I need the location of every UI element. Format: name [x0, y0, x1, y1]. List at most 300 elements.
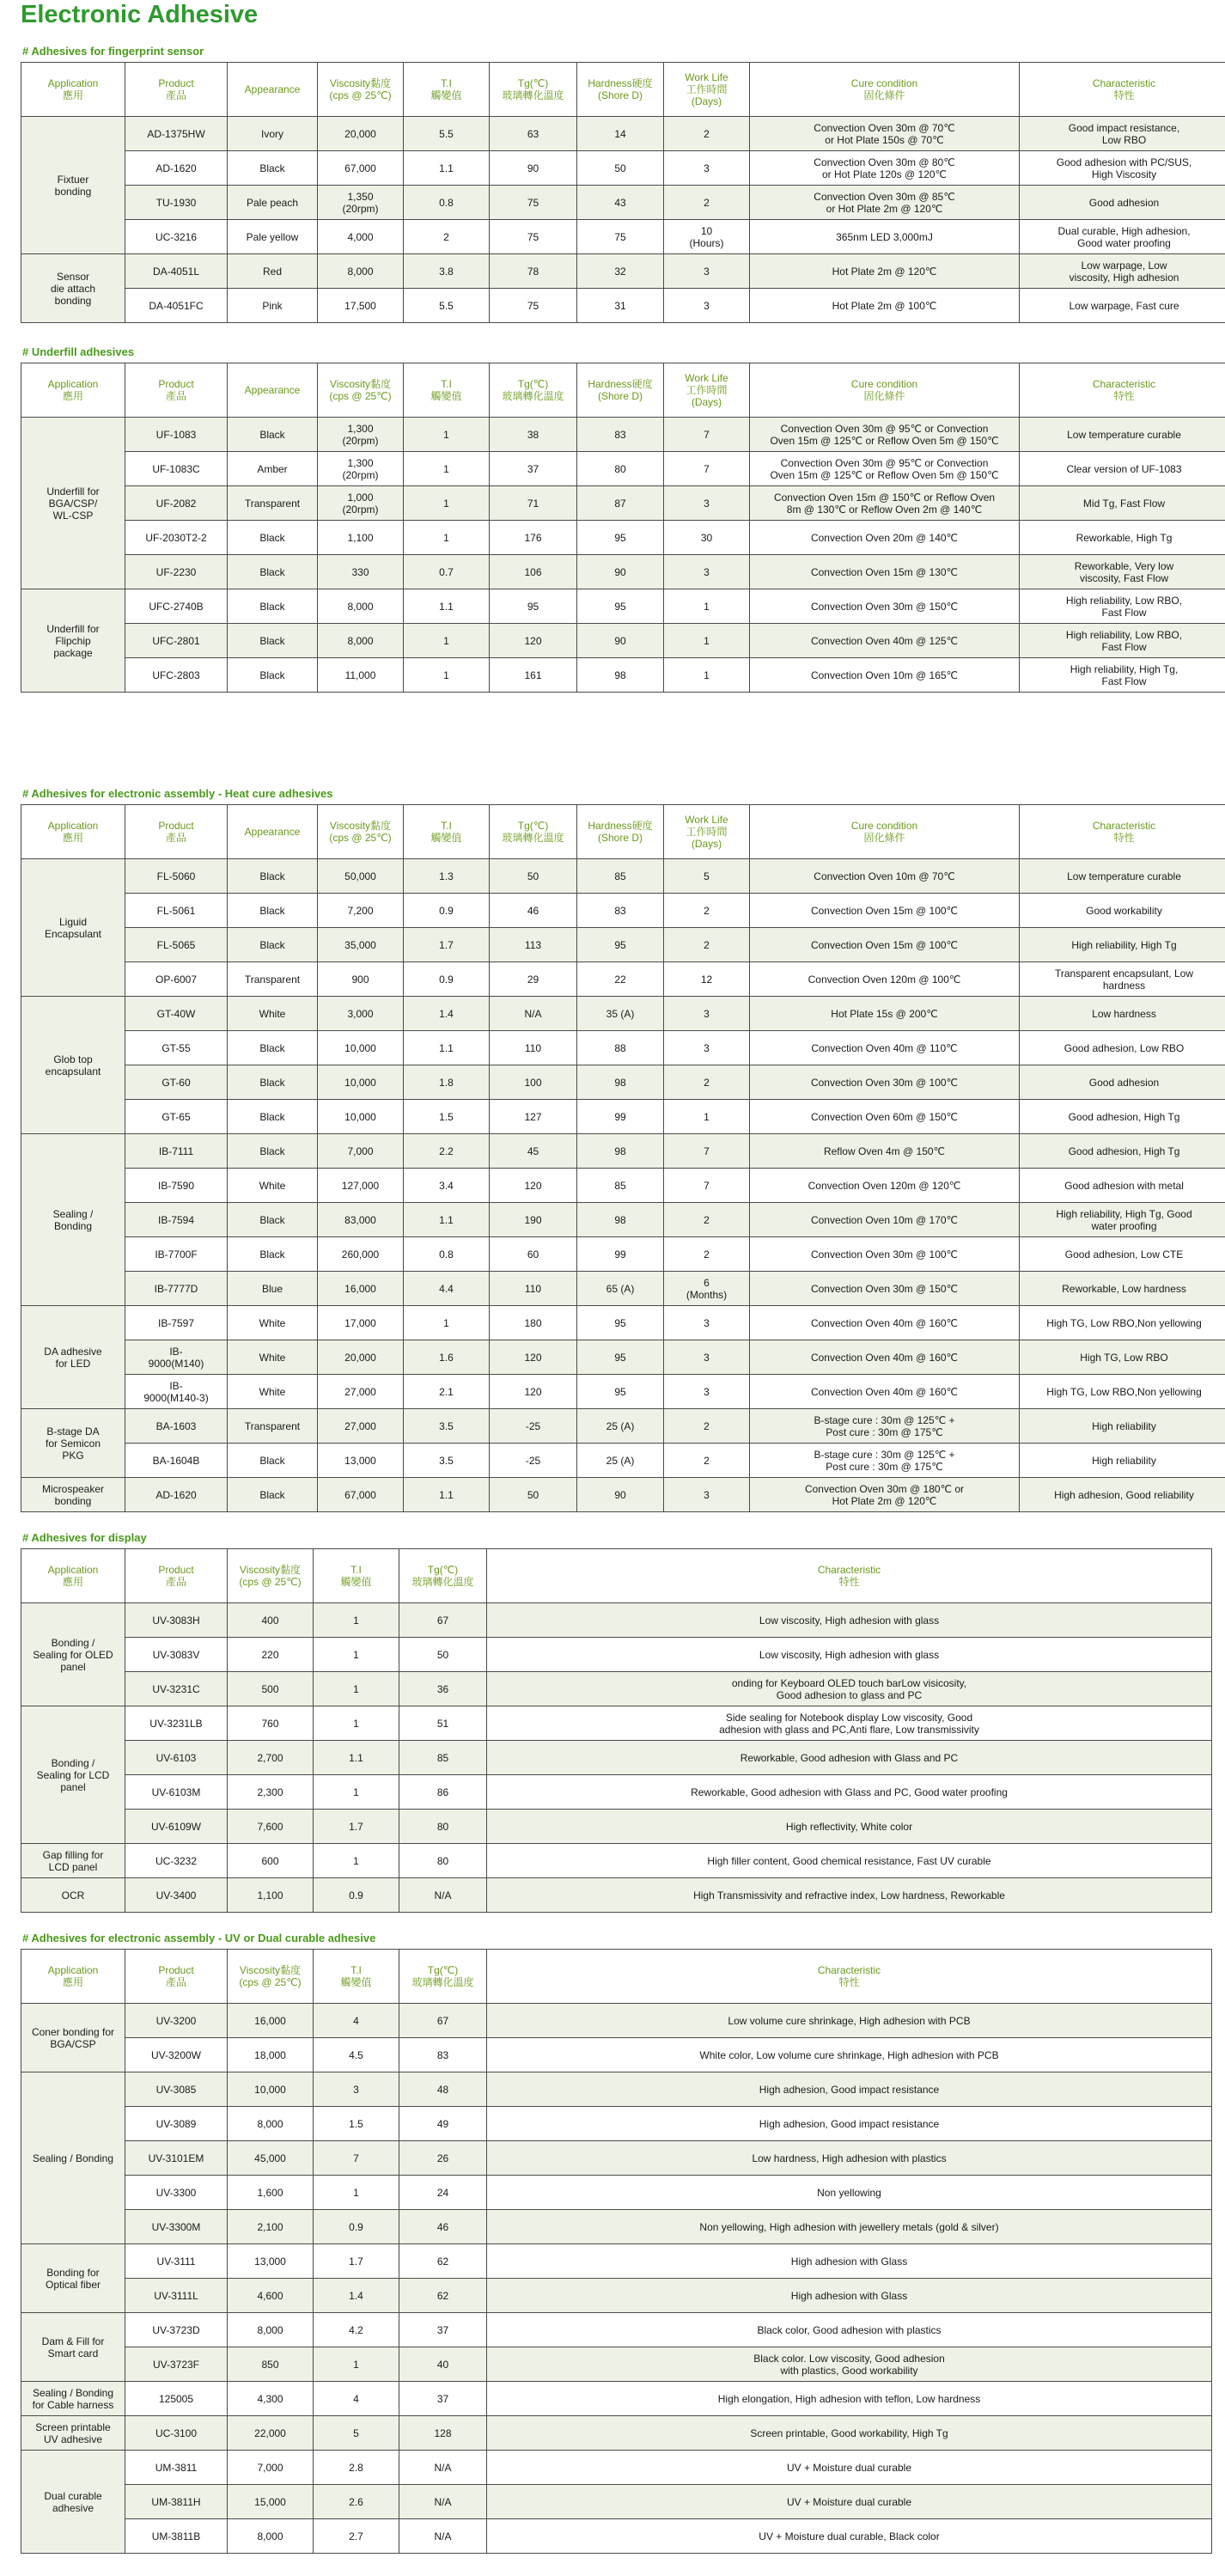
table-cell: Convection Oven 15m @ 130℃: [750, 555, 1020, 589]
table-cell: 127,000: [318, 1169, 404, 1203]
product-cell: UV-3083V: [125, 1638, 228, 1672]
table-cell: Black: [228, 1444, 318, 1478]
table-cell: 500: [228, 1672, 314, 1706]
table-cell: 48: [399, 2072, 487, 2107]
column-header: Characteristic 特性: [487, 1549, 1212, 1603]
table-cell: 50: [490, 1478, 577, 1512]
table-cell: Convection Oven 120m @ 120℃: [750, 1169, 1020, 1203]
table-cell: High reliability, Low RBO, Fast Flow: [1020, 624, 1225, 658]
application-cell-da-adhesive-for-led: DA adhesive for LED: [21, 1306, 125, 1409]
table-cell: 35 (A): [577, 997, 664, 1031]
table-cell: Convection Oven 120m @ 100℃: [750, 962, 1020, 997]
table-cell: Black: [228, 1100, 318, 1134]
table-row: [21, 1409, 1225, 1444]
product-cell: UV-3400: [125, 1878, 228, 1913]
table-cell: 10,000: [228, 2072, 314, 2107]
table-cell: White: [228, 1169, 318, 1203]
table-cell: Convection Oven 10m @ 170℃: [750, 1203, 1020, 1237]
table-cell: Black: [228, 928, 318, 962]
table-cell: High adhesion with Glass: [487, 2279, 1212, 2313]
table-cell: 46: [490, 894, 577, 928]
table-row: [21, 521, 1225, 555]
table-cell: 5: [664, 859, 750, 894]
table-cell: 95: [577, 1306, 664, 1340]
table-cell: 3: [664, 555, 750, 589]
table-cell: 27,000: [318, 1409, 404, 1444]
table-cell: Black: [228, 1065, 318, 1100]
table-cell: 62: [399, 2244, 487, 2279]
table-cell: 17,000: [318, 1306, 404, 1340]
table-header-row: [21, 63, 1225, 117]
product-cell: UFC-2801: [125, 624, 228, 658]
table-cell: 110: [490, 1272, 577, 1306]
table-cell: 2,100: [228, 2210, 314, 2244]
table-cell: Low warpage, Low viscosity, High adhesion: [1020, 254, 1225, 289]
column-header: Viscosity黏度 (cps @ 25℃): [228, 1950, 314, 2004]
table-cell: 7: [664, 1169, 750, 1203]
table-cell: High adhesion, Good reliability: [1020, 1478, 1225, 1512]
table-cell: 8,000: [318, 589, 404, 624]
table-cell: Low hardness, High adhesion with plastics: [487, 2141, 1212, 2176]
table-cell: 2: [664, 1203, 750, 1237]
table-cell: 67: [399, 2004, 487, 2038]
table-cell: 1: [404, 658, 490, 693]
table-cell: 161: [490, 658, 577, 693]
table-cell: 2.6: [314, 2485, 399, 2519]
table-cell: 90: [577, 624, 664, 658]
column-header: Tg(℃) 玻璃轉化溫度: [490, 805, 577, 859]
table-cell: Good adhesion: [1020, 1065, 1225, 1100]
product-cell: IB- 9000(M140-3): [125, 1375, 228, 1409]
table-cell: B-stage cure : 30m @ 125℃ + Post cure : 30m @ 175℃: [750, 1409, 1020, 1444]
table-cell: 95: [577, 928, 664, 962]
table-cell: 5.5: [404, 289, 490, 323]
column-header: Cure condition 固化條件: [750, 363, 1020, 418]
table-cell: 850: [228, 2347, 314, 2382]
table-row: [21, 962, 1225, 997]
application-cell-dual-curable-adhesive: Dual curable adhesive: [21, 2451, 125, 2554]
spec-table-3: [21, 804, 1225, 1512]
table-cell: 1,300 (20rpm): [318, 452, 404, 486]
section-title: # Underfill adhesives: [22, 345, 135, 358]
page-title: Electronic Adhesive: [21, 1, 259, 28]
application-cell-liguid-encapsulant: Liguid Encapsulant: [21, 859, 125, 997]
table-cell: 88: [577, 1031, 664, 1065]
table-cell: 1.7: [314, 1810, 399, 1844]
table-cell: High TG, Low RBO,Non yellowing: [1020, 1306, 1225, 1340]
product-cell: BA-1604B: [125, 1444, 228, 1478]
spec-table-2: [21, 363, 1225, 693]
table-cell: 38: [490, 418, 577, 452]
table-cell: 62: [399, 2279, 487, 2313]
table-cell: 3.4: [404, 1169, 490, 1203]
table-cell: 90: [577, 555, 664, 589]
table-cell: 51: [399, 1706, 487, 1741]
table-cell: 4: [314, 2004, 399, 2038]
product-cell: IB-7597: [125, 1306, 228, 1340]
table-cell: 0.9: [314, 1878, 399, 1913]
table-cell: 1.1: [404, 1203, 490, 1237]
table-cell: 1: [404, 521, 490, 555]
table-cell: White: [228, 1375, 318, 1409]
table-cell: B-stage cure : 30m @ 125℃ + Post cure : 30m @ 175℃: [750, 1444, 1020, 1478]
table-cell: Black: [228, 658, 318, 693]
table-cell: 2.7: [314, 2519, 399, 2554]
table-cell: 3: [664, 997, 750, 1031]
table-cell: Convection Oven 30m @ 100℃: [750, 1237, 1020, 1272]
product-cell: UV-6103M: [125, 1775, 228, 1810]
product-cell: UM-3811: [125, 2451, 228, 2485]
table-row: [21, 289, 1225, 323]
table-cell: 2: [404, 220, 490, 254]
table-cell: 67: [399, 1603, 487, 1638]
product-cell: UF-2082: [125, 486, 228, 521]
product-cell: UV-3111: [125, 2244, 228, 2279]
table-cell: 2: [664, 894, 750, 928]
table-cell: 27,000: [318, 1375, 404, 1409]
application-cell-coner-bonding-for-bga-csp: Coner bonding for BGA/CSP: [21, 2004, 125, 2072]
column-header: Appearance: [228, 805, 318, 859]
table-cell: N/A: [399, 2485, 487, 2519]
table-cell: 83: [399, 2038, 487, 2072]
product-cell: UFC-2740B: [125, 589, 228, 624]
column-header: T.I 觸變值: [404, 805, 490, 859]
table-cell: Black: [228, 555, 318, 589]
table-cell: Red: [228, 254, 318, 289]
application-cell-sealing-bonding: Sealing / Bonding: [21, 2072, 125, 2244]
product-cell: AD-1620: [125, 151, 228, 186]
table-cell: 1: [404, 1306, 490, 1340]
table-cell: 26: [399, 2141, 487, 2176]
table-cell: 80: [399, 1844, 487, 1878]
product-cell: DA-4051FC: [125, 289, 228, 323]
table-header-row: [21, 1549, 1212, 1603]
table-cell: 3,000: [318, 997, 404, 1031]
table-cell: Convection Oven 30m @ 95℃ or Convection Oven 15m @ 125℃ or Reflow Oven 5m @ 150℃: [750, 452, 1020, 486]
product-cell: OP-6007: [125, 962, 228, 997]
spec-table-1: [21, 62, 1225, 323]
table-cell: Hot Plate 2m @ 120℃: [750, 254, 1020, 289]
product-cell: UV-3300: [125, 2176, 228, 2210]
application-cell-underfill-for-flipchip-package: Underfill for Flipchip package: [21, 589, 125, 693]
table-cell: High filler content, Good chemical resistance, Fast UV curable: [487, 1844, 1212, 1878]
table-cell: 1,000 (20rpm): [318, 486, 404, 521]
table-cell: 95: [577, 521, 664, 555]
application-cell-microspeaker-bonding: Microspeaker bonding: [21, 1478, 125, 1512]
table-cell: 100: [490, 1065, 577, 1100]
table-cell: Convection Oven 30m @ 70℃ or Hot Plate 150s @ 70℃: [750, 117, 1020, 151]
column-header: Characteristic 特性: [1020, 805, 1225, 859]
product-cell: UM-3811H: [125, 2485, 228, 2519]
application-cell-dam-fill-for-smart-card: Dam & Fill for Smart card: [21, 2313, 125, 2382]
application-cell-bonding-for-optical-fiber: Bonding for Optical fiber: [21, 2244, 125, 2313]
table-cell: 50: [577, 151, 664, 186]
table-cell: 36: [399, 1672, 487, 1706]
table-cell: 3: [664, 1478, 750, 1512]
table-row: [21, 997, 1225, 1031]
product-cell: UV-3231C: [125, 1672, 228, 1706]
table-cell: Black: [228, 1478, 318, 1512]
table-cell: 45,000: [228, 2141, 314, 2176]
table-cell: 15,000: [228, 2485, 314, 2519]
table-cell: Black: [228, 1134, 318, 1169]
product-cell: IB-7590: [125, 1169, 228, 1203]
table-cell: 120: [490, 624, 577, 658]
table-cell: High Transmissivity and refractive index, Low hardness, Reworkable: [487, 1878, 1212, 1913]
product-cell: UV-3231LB: [125, 1706, 228, 1741]
section-title: # Adhesives for electronic assembly - Heat cure adhesives: [22, 787, 333, 800]
table-cell: High adhesion with Glass: [487, 2244, 1212, 2279]
table-cell: 50: [490, 859, 577, 894]
product-cell: UF-2030T2-2: [125, 521, 228, 555]
table-cell: 17,500: [318, 289, 404, 323]
table-cell: Black: [228, 859, 318, 894]
table-cell: 24: [399, 2176, 487, 2210]
column-header: Work Life 工作時間 (Days): [664, 363, 750, 418]
spec-table-5: [21, 1949, 1212, 2554]
table-cell: Good adhesion with PC/SUS, High Viscosity: [1020, 151, 1225, 186]
table-row: [21, 2382, 1212, 2416]
table-cell: Black: [228, 589, 318, 624]
section-title: # Adhesives for display: [22, 1531, 147, 1544]
column-header: Appearance: [228, 63, 318, 117]
column-header: Application 應用: [21, 63, 125, 117]
table-cell: Black: [228, 1031, 318, 1065]
table-cell: 1: [664, 1100, 750, 1134]
table-cell: 45: [490, 1134, 577, 1169]
product-cell: UV-3200: [125, 2004, 228, 2038]
table-cell: Convection Oven 30m @ 150℃: [750, 1272, 1020, 1306]
table-cell: 4,300: [228, 2382, 314, 2416]
table-cell: Low viscosity, High adhesion with glass: [487, 1603, 1212, 1638]
table-cell: 1: [664, 589, 750, 624]
table-cell: 2: [664, 1409, 750, 1444]
table-row: [21, 2519, 1212, 2554]
column-header: Work Life 工作時間 (Days): [664, 63, 750, 117]
table-cell: 1: [404, 624, 490, 658]
table-cell: Convection Oven 40m @ 160℃: [750, 1306, 1020, 1340]
table-cell: -25: [490, 1444, 577, 1478]
table-cell: 10 (Hours): [664, 220, 750, 254]
table-cell: 4.2: [314, 2313, 399, 2347]
table-row: [21, 624, 1225, 658]
table-cell: 10,000: [318, 1031, 404, 1065]
table-cell: Dual curable, High adhesion, Good water proofing: [1020, 220, 1225, 254]
column-header: Hardness硬度 (Shore D): [577, 363, 664, 418]
table-row: [21, 1444, 1225, 1478]
table-row: [21, 486, 1225, 521]
table-cell: 0.8: [404, 186, 490, 220]
table-cell: 30: [664, 521, 750, 555]
table-cell: 4,600: [228, 2279, 314, 2313]
table-cell: 2.1: [404, 1375, 490, 1409]
table-cell: 60: [490, 1237, 577, 1272]
table-cell: 3: [664, 1340, 750, 1375]
table-cell: 4: [314, 2382, 399, 2416]
table-cell: 75: [490, 289, 577, 323]
table-cell: 2,300: [228, 1775, 314, 1810]
product-cell: AD-1375HW: [125, 117, 228, 151]
table-cell: Good impact resistance, Low RBO: [1020, 117, 1225, 151]
product-cell: GT-55: [125, 1031, 228, 1065]
table-cell: 1: [314, 1844, 399, 1878]
table-cell: 1.1: [404, 1478, 490, 1512]
column-header: Viscosity黏度 (cps @ 25℃): [318, 363, 404, 418]
table-cell: 5: [314, 2416, 399, 2451]
table-cell: Reworkable, Good adhesion with Glass and PC: [487, 1741, 1212, 1775]
table-cell: Blue: [228, 1272, 318, 1306]
table-cell: Black: [228, 894, 318, 928]
table-cell: 190: [490, 1203, 577, 1237]
table-cell: High adhesion, Good impact resistance: [487, 2107, 1212, 2141]
table-cell: 330: [318, 555, 404, 589]
application-cell-bonding-sealing-for-lcd-panel: Bonding / Sealing for LCD panel: [21, 1706, 125, 1844]
table-cell: 3: [664, 1031, 750, 1065]
application-cell-fixtuer-bonding: Fixtuer bonding: [21, 117, 125, 254]
table-cell: High adhesion, Good impact resistance: [487, 2072, 1212, 2107]
table-cell: 85: [399, 1741, 487, 1775]
product-cell: GT-60: [125, 1065, 228, 1100]
table-row: [21, 1100, 1225, 1134]
table-cell: 1,100: [228, 1878, 314, 1913]
table-cell: 90: [577, 1478, 664, 1512]
column-header: Product 產品: [125, 1950, 228, 2004]
column-header: Product 產品: [125, 363, 228, 418]
table-cell: Reworkable, Very low viscosity, Fast Flow: [1020, 555, 1225, 589]
table-cell: 75: [490, 186, 577, 220]
table-row: [21, 1478, 1225, 1512]
table-cell: 71: [490, 486, 577, 521]
table-cell: 7,600: [228, 1810, 314, 1844]
table-cell: 1.1: [404, 1031, 490, 1065]
table-row: [21, 1169, 1225, 1203]
column-header: T.I 觸變值: [404, 363, 490, 418]
table-row: [21, 254, 1225, 289]
table-cell: 1,600: [228, 2176, 314, 2210]
table-cell: 7,000: [228, 2451, 314, 2485]
table-cell: 98: [577, 658, 664, 693]
table-cell: High reliability, High Tg, Fast Flow: [1020, 658, 1225, 693]
table-cell: Good adhesion, High Tg: [1020, 1134, 1225, 1169]
table-cell: 67,000: [318, 151, 404, 186]
table-cell: Black: [228, 1237, 318, 1272]
table-cell: White color, Low volume cure shrinkage, High adhesion with PCB: [487, 2038, 1212, 2072]
product-cell: UV-3200W: [125, 2038, 228, 2072]
table-cell: 0.7: [404, 555, 490, 589]
table-cell: 1.7: [404, 928, 490, 962]
table-cell: 1: [314, 1638, 399, 1672]
table-cell: Non yellowing, High adhesion with jewellery metals (gold & silver): [487, 2210, 1212, 2244]
application-cell-gap-filling-for-lcd-panel: Gap filling for LCD panel: [21, 1844, 125, 1878]
table-row: [21, 1134, 1225, 1169]
table-row: [21, 1672, 1212, 1706]
column-header: T.I 觸變值: [314, 1950, 399, 2004]
table-row: [21, 2451, 1212, 2485]
table-cell: 7: [664, 1134, 750, 1169]
table-cell: 95: [577, 1375, 664, 1409]
product-cell: FL-5065: [125, 928, 228, 962]
table-cell: -25: [490, 1409, 577, 1444]
table-cell: 43: [577, 186, 664, 220]
table-row: [21, 1237, 1225, 1272]
table-cell: 8,000: [318, 254, 404, 289]
table-row: [21, 894, 1225, 928]
product-cell: IB-7111: [125, 1134, 228, 1169]
table-cell: 1.4: [314, 2279, 399, 2313]
table-row: [21, 859, 1225, 894]
application-cell-sealing-bonding: Sealing / Bonding: [21, 1134, 125, 1306]
table-cell: Non yellowing: [487, 2176, 1212, 2210]
table-cell: Black: [228, 418, 318, 452]
table-cell: 1.3: [404, 859, 490, 894]
table-row: [21, 2176, 1212, 2210]
table-cell: 75: [577, 220, 664, 254]
table-cell: 2: [664, 1444, 750, 1478]
table-cell: 1: [664, 658, 750, 693]
table-cell: 260,000: [318, 1237, 404, 1272]
table-cell: 127: [490, 1100, 577, 1134]
product-cell: 125005: [125, 2382, 228, 2416]
table-cell: onding for Keyboard OLED touch barLow visicosity, Good adhesion to glass and PC: [487, 1672, 1212, 1706]
table-cell: 3.8: [404, 254, 490, 289]
table-row: [21, 1775, 1212, 1810]
table-row: [21, 555, 1225, 589]
column-header: Product 產品: [125, 63, 228, 117]
table-cell: 87: [577, 486, 664, 521]
table-cell: 110: [490, 1031, 577, 1065]
column-header: Characteristic 特性: [1020, 363, 1225, 418]
table-cell: Clear version of UF-1083: [1020, 452, 1225, 486]
table-cell: High elongation, High adhesion with teflon, Low hardness: [487, 2382, 1212, 2416]
table-cell: 176: [490, 521, 577, 555]
table-cell: 63: [490, 117, 577, 151]
table-cell: 16,000: [228, 2004, 314, 2038]
table-cell: Transparent: [228, 962, 318, 997]
table-cell: 220: [228, 1638, 314, 1672]
table-cell: 1.5: [404, 1100, 490, 1134]
table-cell: 3: [314, 2072, 399, 2107]
table-cell: 4.4: [404, 1272, 490, 1306]
table-cell: 6 (Months): [664, 1272, 750, 1306]
table-cell: Reworkable, Good adhesion with Glass and PC, Good water proofing: [487, 1775, 1212, 1810]
table-cell: 0.9: [314, 2210, 399, 2244]
table-cell: Convection Oven 40m @ 160℃: [750, 1340, 1020, 1375]
table-row: [21, 418, 1225, 452]
table-cell: 7,200: [318, 894, 404, 928]
table-cell: 20,000: [318, 1340, 404, 1375]
product-cell: FL-5061: [125, 894, 228, 928]
table-cell: High reliability, High Tg, Good water proofing: [1020, 1203, 1225, 1237]
table-cell: 2.2: [404, 1134, 490, 1169]
table-cell: 83: [577, 418, 664, 452]
column-header: Product 產品: [125, 805, 228, 859]
table-row: [21, 1706, 1212, 1741]
table-row: [21, 1340, 1225, 1375]
column-header: Viscosity黏度 (cps @ 25℃): [318, 805, 404, 859]
table-row: [21, 2004, 1212, 2038]
product-cell: UV-3300M: [125, 2210, 228, 2244]
table-cell: Convection Oven 15m @ 150℃ or Reflow Oven 8m @ 130℃ or Reflow Oven 2m @ 140℃: [750, 486, 1020, 521]
application-cell-sealing-bonding-for-cable-harness: Sealing / Bonding for Cable harness: [21, 2382, 125, 2416]
product-cell: DA-4051L: [125, 254, 228, 289]
product-cell: IB-7777D: [125, 1272, 228, 1306]
product-cell: UV-6103: [125, 1741, 228, 1775]
table-cell: 3: [664, 1375, 750, 1409]
table-cell: High reliability, Low RBO, Fast Flow: [1020, 589, 1225, 624]
table-row: [21, 151, 1225, 186]
table-cell: 128: [399, 2416, 487, 2451]
product-cell: IB-7700F: [125, 1237, 228, 1272]
